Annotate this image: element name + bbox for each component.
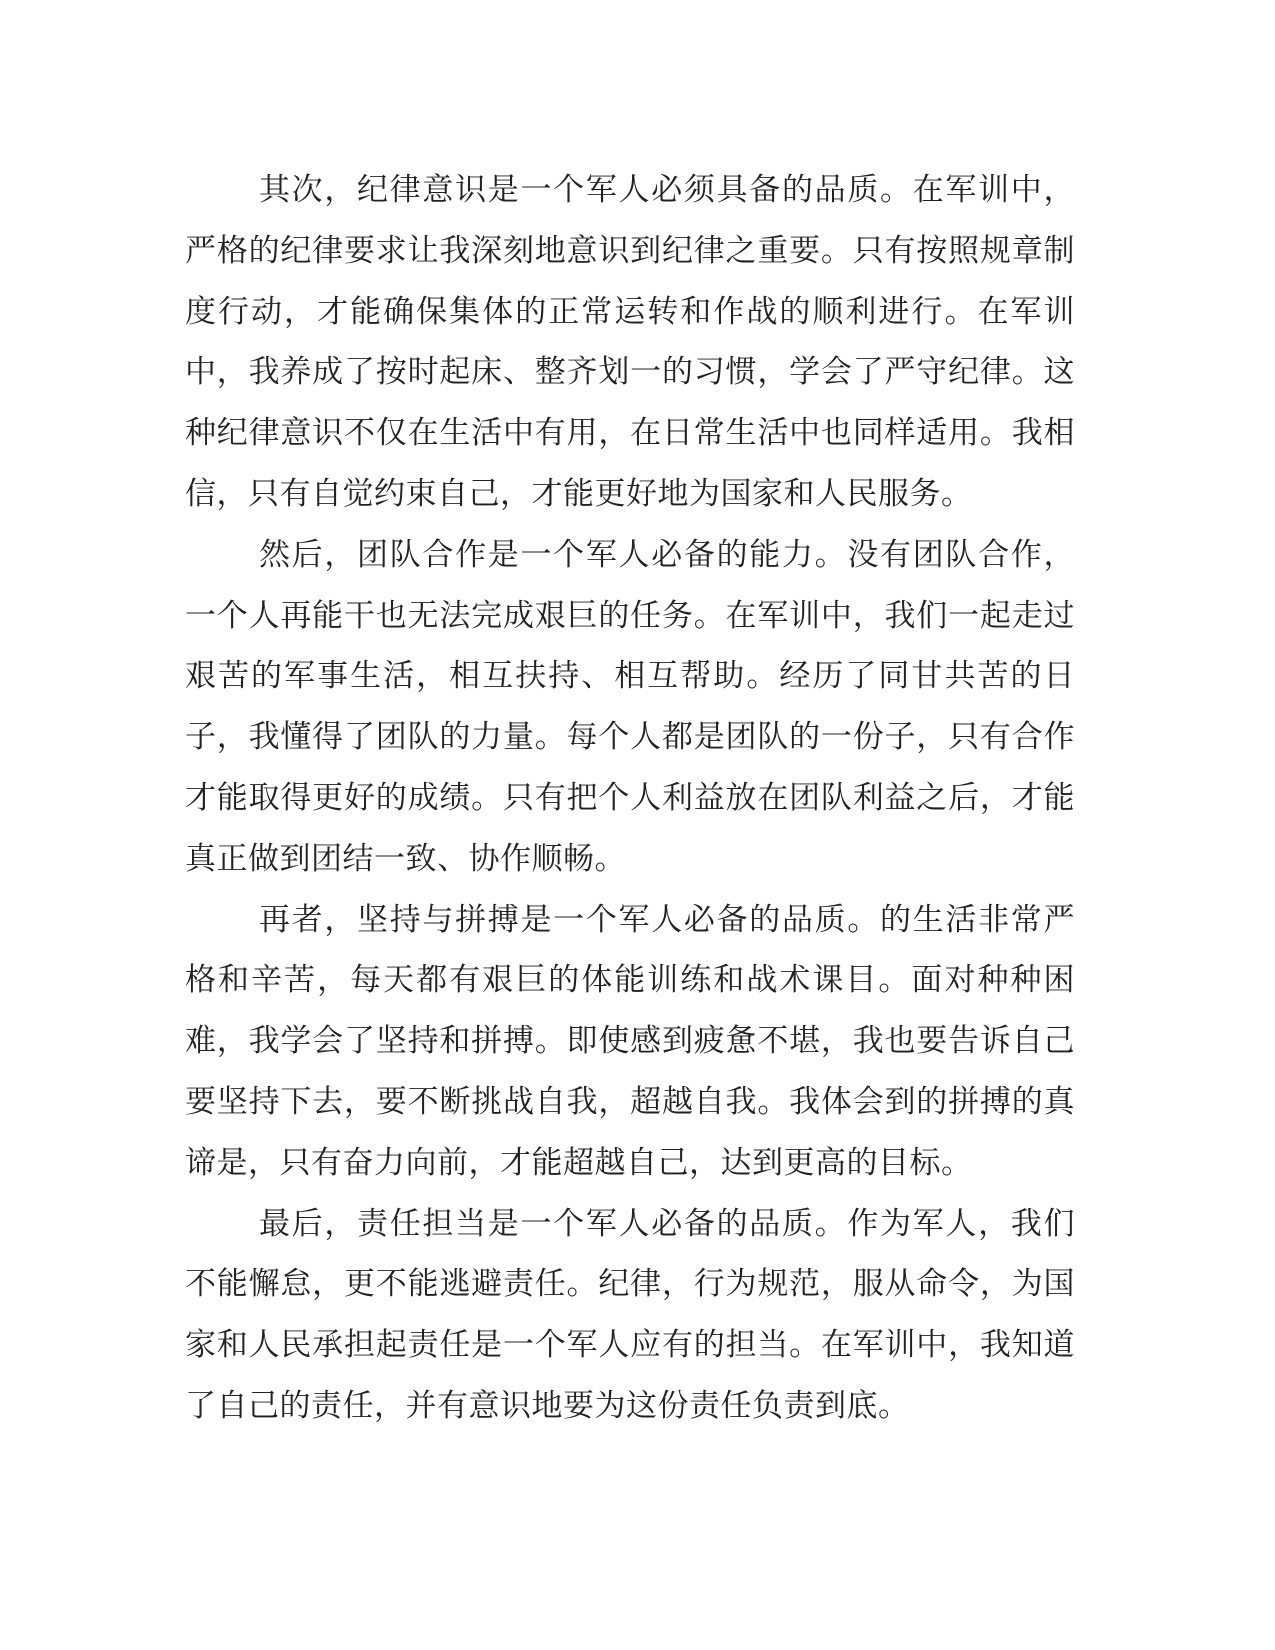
paragraph-responsibility: 最后，责任担当是一个军人必备的品质。作为军人，我们不能懈怠，更不能逃避责任。纪律，行为规范，服从命令，为国家和人民承担起责任是一个军人应有的担当。在军训中，我知道了自己的责任，并有意识地要为这份责任负责到底。 (185, 1205, 1075, 1424)
paragraph-teamwork: 然后，团队合作是一个军人必备的能力。没有团队合作，一个人再能干也无法完成艰巨的任务。在军训中，我们一起走过艰苦的军事生活，相互扶持、相互帮助。经历了同甘共苦的日子，我懂得了团队的力量。每个人都是团队的一份子，只有合作才能取得更好的成绩。只有把个人利益放在团队利益之后，才能真正做到团结一致、协作顺畅。 (185, 536, 1075, 877)
document-body (185, 160, 1075, 1437)
paragraph-discipline: 其次，纪律意识是一个军人必须具备的品质。在军训中，严格的纪律要求让我深刻地意识到纪律之重要。只有按照规章制度行动，才能确保集体的正常运转和作战的顺利进行。在军训中，我养成了按时起床、整齐划一的习惯，学会了严守纪律。这种纪律意识不仅在生活中有用，在日常生活中也同样适用。我相信，只有自觉约束自己，才能更好地为国家和人民服务。 (185, 172, 1075, 512)
paragraph-perseverance: 再者，坚持与拼搏是一个军人必备的品质。的生活非常严格和辛苦，每天都有艰巨的体能训练和战术课目。面对种种困难，我学会了坚持和拼搏。即使感到疲惫不堪，我也要告诉自己要坚持下去，要不断挑战自我，超越自我。我体会到的拼搏的真谛是，只有奋力向前，才能超越自己，达到更高的目标。 (185, 901, 1075, 1181)
